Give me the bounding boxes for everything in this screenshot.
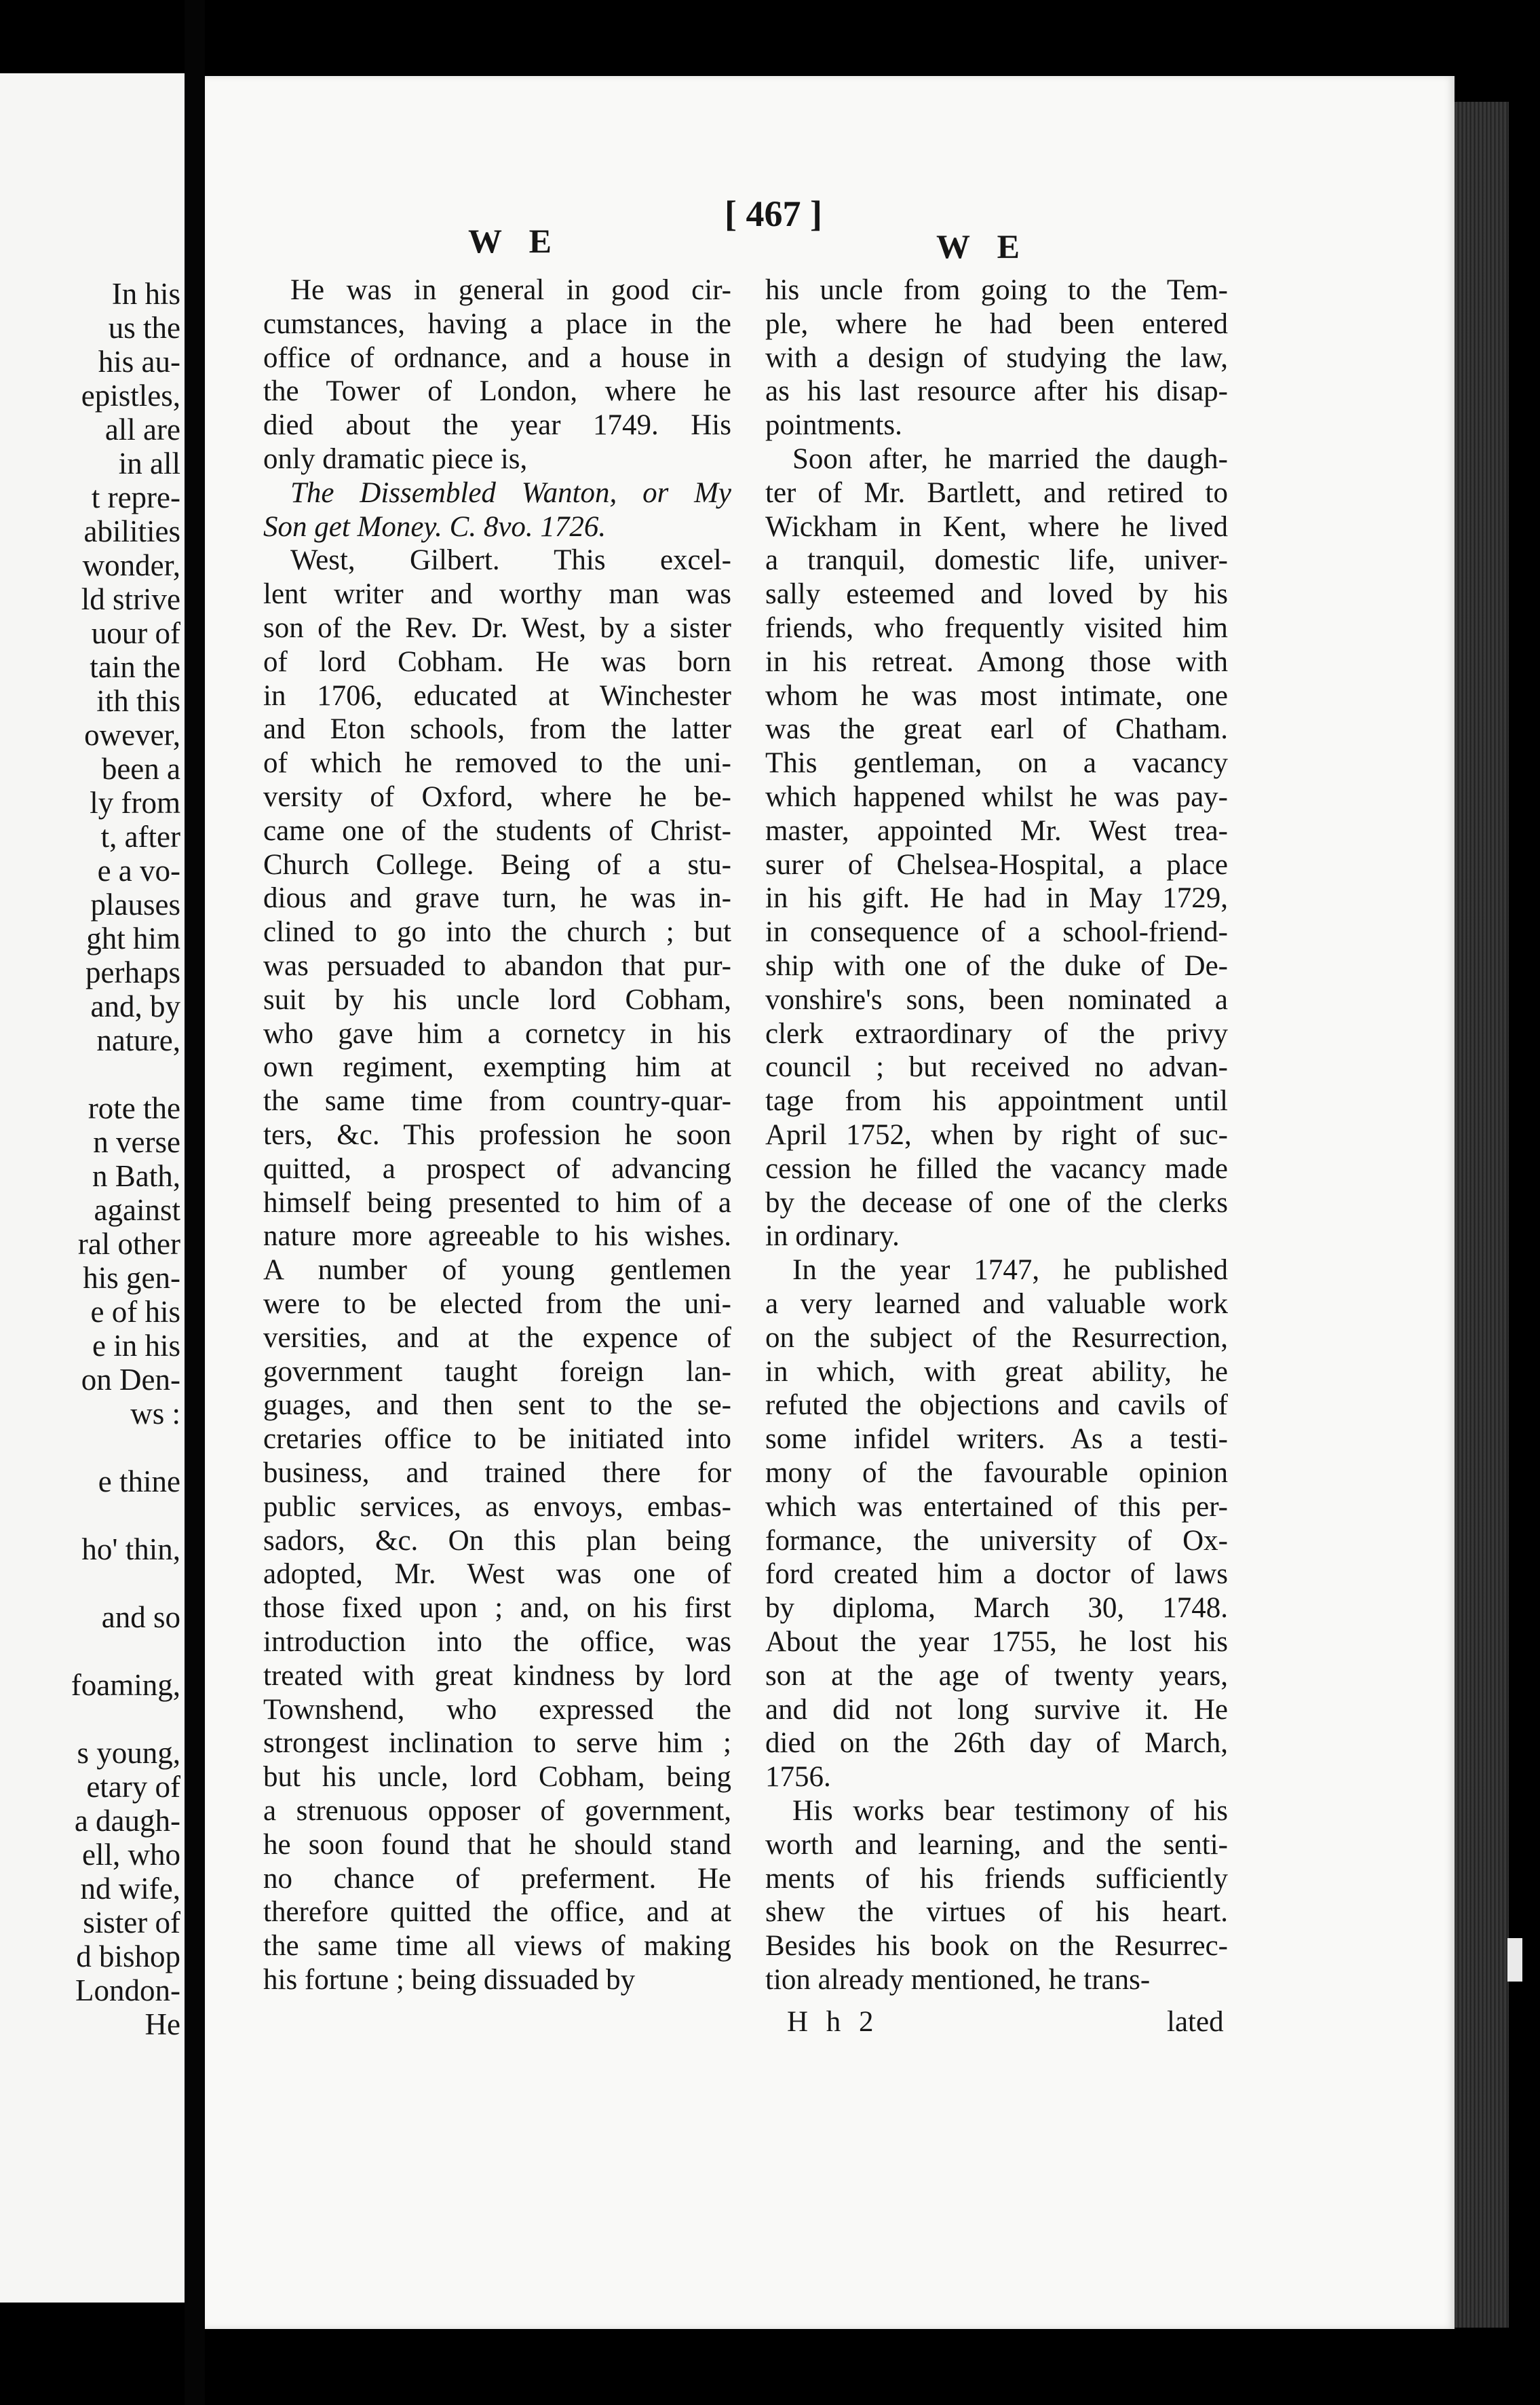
text-line: tion already mentioned, he trans- [765,1964,1151,1996]
text-line: friends, who frequently visited him [765,612,1228,644]
text-line: a very learned and valuable work [765,1288,1228,1320]
text-line: ments of his friends sufficiently [765,1863,1228,1895]
fragment-line: ght him [86,922,180,955]
text-line: worth and learning, and the senti- [765,1829,1228,1861]
fragment-line: e a vo- [97,854,180,888]
fragment-line: uour of [91,616,180,650]
text-line: 1756. [765,1761,831,1793]
fragment-line: epistles, [81,379,180,413]
text-line: who gave him a cornetcy in his [263,1018,731,1050]
text-line: introduction into the office, was [263,1626,731,1658]
text-line: A number of young gentlemen [263,1254,731,1286]
text-line: but his uncle, lord Cobham, being [263,1761,731,1793]
fragment-line: ral other [77,1227,180,1261]
fragment-line: ell, who [82,1838,180,1872]
fragment-line: been a [101,752,180,786]
fragment-line: ith this [96,684,180,718]
running-head-right: W E [936,227,1029,265]
text-line: he soon found that he should stand [263,1829,731,1861]
text-line: whom he was most intimate, one [765,680,1228,712]
text-line: lent writer and worthy man was [263,578,731,610]
text-line: own regiment, exempting him at [263,1051,731,1083]
text-line: was the great earl of Chatham. [765,713,1228,745]
text-line: no chance of preferment. He [263,1863,731,1895]
text-line: of lord Cobham. He was born [263,646,731,678]
text-line: therefore quitted the office, and at [263,1896,731,1928]
fragment-line: his au- [98,345,180,379]
text-line: ter of Mr. Bartlett, and retired to [765,477,1228,509]
fragment-line: etary of [86,1770,180,1804]
text-line: son at the age of twenty years, [765,1660,1228,1692]
catchword: lated [1167,2006,1224,2038]
fragment-line: d bishop [76,1939,180,1973]
text-line: ters, &c. This profession he soon [263,1119,731,1151]
text-line: formance, the university of Ox- [765,1525,1228,1557]
fragment-line: and so [101,1600,180,1634]
fragment-line: ho' thin, [81,1532,180,1566]
text-line: sadors, &c. On this plan being [263,1525,731,1557]
signature-mark: H h 2 [787,2006,879,2038]
fragment-line: against [94,1193,180,1227]
fragment-line: tain the [90,650,180,684]
text-line: cumstances, having a place in the [263,308,731,340]
text-line: public services, as envoys, embas- [263,1491,731,1523]
text-line: refuted the objections and cavils of [765,1389,1228,1421]
text-line: by diploma, March 30, 1748. [765,1592,1228,1624]
text-line: adopted, Mr. West was one of [263,1558,731,1590]
text-line: a strenuous opposer of government, [263,1795,731,1827]
text-line: in which, with great ability, he [765,1356,1228,1388]
text-line: in his retreat. Among those with [765,646,1228,678]
text-line: Son get Money. C. 8vo. 1726. [263,511,607,543]
fragment-line: perhaps [85,955,180,989]
page-block-edge [1455,102,1509,2328]
text-line: sally esteemed and loved by his [765,578,1228,610]
fragment-line: n verse [93,1125,180,1159]
text-line: dious and grave turn, he was in- [263,882,731,914]
text-line: ple, where he had been entered [765,308,1228,340]
text-line: government taught foreign lan- [263,1356,731,1388]
fragment-line: e of his [90,1295,180,1329]
text-line: the same time all views of making [263,1930,731,1962]
text-line: business, and trained there for [263,1457,731,1489]
fragment-line: his gen- [83,1261,180,1295]
fragment-line: plauses [90,888,180,922]
text-line: the same time from country-quar- [263,1085,731,1117]
text-line: treated with great kindness by lord [263,1660,731,1692]
text-line: Wickham in Kent, where he lived [765,511,1228,543]
text-line: a tranquil, domestic life, univer- [765,544,1228,576]
text-line: vonshire's sons, been nominated a [765,984,1228,1016]
running-head-left: W E [468,222,561,260]
text-line: his uncle from going to the Tem- [765,274,1228,306]
fragment-line: In his [111,277,180,311]
fragment-line: nd wife, [80,1872,180,1906]
fragment-line: London- [75,1973,180,2007]
text-line: suit by his uncle lord Cobham, [263,984,731,1016]
text-line: some infidel writers. As a testi- [765,1423,1228,1455]
text-line: His works bear testimony of his [792,1795,1228,1827]
text-line: Church College. Being of a stu- [263,849,731,881]
text-line: cretaries office to be initiated into [263,1423,731,1455]
text-line: versities, and at the expence of [263,1322,731,1354]
text-line: and Eton schools, from the latter [263,713,731,745]
fragment-line: owever, [84,718,180,752]
text-line: master, appointed Mr. West trea- [765,815,1228,847]
text-line: ship with one of the duke of De- [765,950,1228,982]
text-line: only dramatic piece is, [263,443,528,475]
text-line: The Dissembled Wanton, or My [290,477,731,509]
text-line: This gentleman, on a vacancy [765,747,1228,779]
text-line: ford created him a doctor of laws [765,1558,1228,1590]
text-line: died about the year 1749. His [263,409,731,441]
text-line: in his gift. He had in May 1729, [765,882,1228,914]
text-line: the Tower of London, where he [263,375,731,407]
text-line: nature more agreeable to his wishes. [263,1220,731,1252]
previous-page-fragment [0,73,186,2303]
fragment-line: us the [108,311,180,345]
page-number: [ 467 ] [725,193,822,234]
fragment-line: rote the [88,1091,180,1125]
fragment-line: He [145,2007,180,2041]
text-line: surer of Chelsea-Hospital, a place [765,849,1228,881]
text-line: cession he filled the vacancy made [765,1153,1228,1185]
text-line: in 1706, educated at Winchester [263,680,731,712]
fragment-line: foaming, [71,1668,180,1702]
text-line: as his last resource after his disap- [765,375,1228,407]
book-gutter [185,0,205,2405]
fragment-line: nature, [96,1023,180,1057]
text-line: Townshend, who expressed the [263,1694,731,1726]
text-line: which was entertained of this per- [765,1491,1228,1523]
fragment-line: t, after [100,820,180,854]
text-line: clined to go into the church ; but [263,916,731,948]
text-line: versity of Oxford, where he be- [263,781,731,813]
text-line: tage from his appointment until [765,1085,1228,1117]
text-line: his fortune ; being dissuaded by [263,1964,636,1996]
text-line: by the decease of one of the clerks [765,1187,1228,1219]
text-line: Besides his book on the Resurrec- [765,1930,1228,1962]
fragment-line: e thine [98,1464,180,1498]
fragment-line: all are [104,413,180,447]
fragment-line: sister of [83,1906,180,1939]
text-line: in consequence of a school-friend- [765,916,1228,948]
fragment-line: n Bath, [92,1159,180,1193]
text-line: those fixed upon ; and, on his first [263,1592,731,1624]
fragment-line: abilities [83,514,180,548]
fragment-line: ld strive [81,582,180,616]
text-line: About the year 1755, he lost his [765,1626,1228,1658]
text-line: Soon after, he married the daugh- [792,443,1228,475]
fragment-line: a daugh- [74,1804,180,1838]
fragment-line: in all [118,447,180,480]
fragment-line: ws : [130,1397,180,1431]
fragment-line: on Den- [81,1363,180,1397]
text-line: which happened whilst he was pay- [765,781,1228,813]
text-line: was persuaded to abandon that pur- [263,950,731,982]
text-line: on the subject of the Resurrection, [765,1322,1228,1354]
text-line: In the year 1747, he published [792,1254,1228,1286]
text-line: were to be elected from the uni- [263,1288,731,1320]
text-line: office of ordnance, and a house in [263,342,731,374]
fragment-line: s young, [77,1736,180,1770]
text-line: died on the 26th day of March, [765,1727,1228,1759]
text-line: strongest inclination to serve him ; [263,1727,731,1759]
page-edge-tab [1507,1938,1522,1982]
text-line: council ; but received no advan- [765,1051,1228,1083]
fragment-line: e in his [92,1329,180,1363]
text-line: clerk extraordinary of the privy [765,1018,1228,1050]
text-line: West, Gilbert. This excel- [290,544,731,576]
text-line: shew the virtues of his heart. [765,1896,1228,1928]
text-line: pointments. [765,409,902,441]
fragment-line: ly from [90,786,180,820]
text-line: April 1752, when by right of suc- [765,1119,1228,1151]
text-line: and did not long survive it. He [765,1694,1228,1726]
fragment-line: t repre- [91,480,180,514]
fragment-line: wonder, [82,548,180,582]
fragment-line: and, by [90,989,180,1023]
text-line: son of the Rev. Dr. West, by a sister [263,612,731,644]
text-line: in ordinary. [765,1220,900,1252]
text-line: guages, and then sent to the se- [263,1389,731,1421]
text-line: mony of the favourable opinion [765,1457,1228,1489]
text-line: with a design of studying the law, [765,342,1228,374]
text-line: He was in general in good cir- [290,274,731,306]
text-line: came one of the students of Christ- [263,815,731,847]
text-line: quitted, a prospect of advancing [263,1153,731,1185]
text-line: of which he removed to the uni- [263,747,731,779]
text-line: himself being presented to him of a [263,1187,731,1219]
